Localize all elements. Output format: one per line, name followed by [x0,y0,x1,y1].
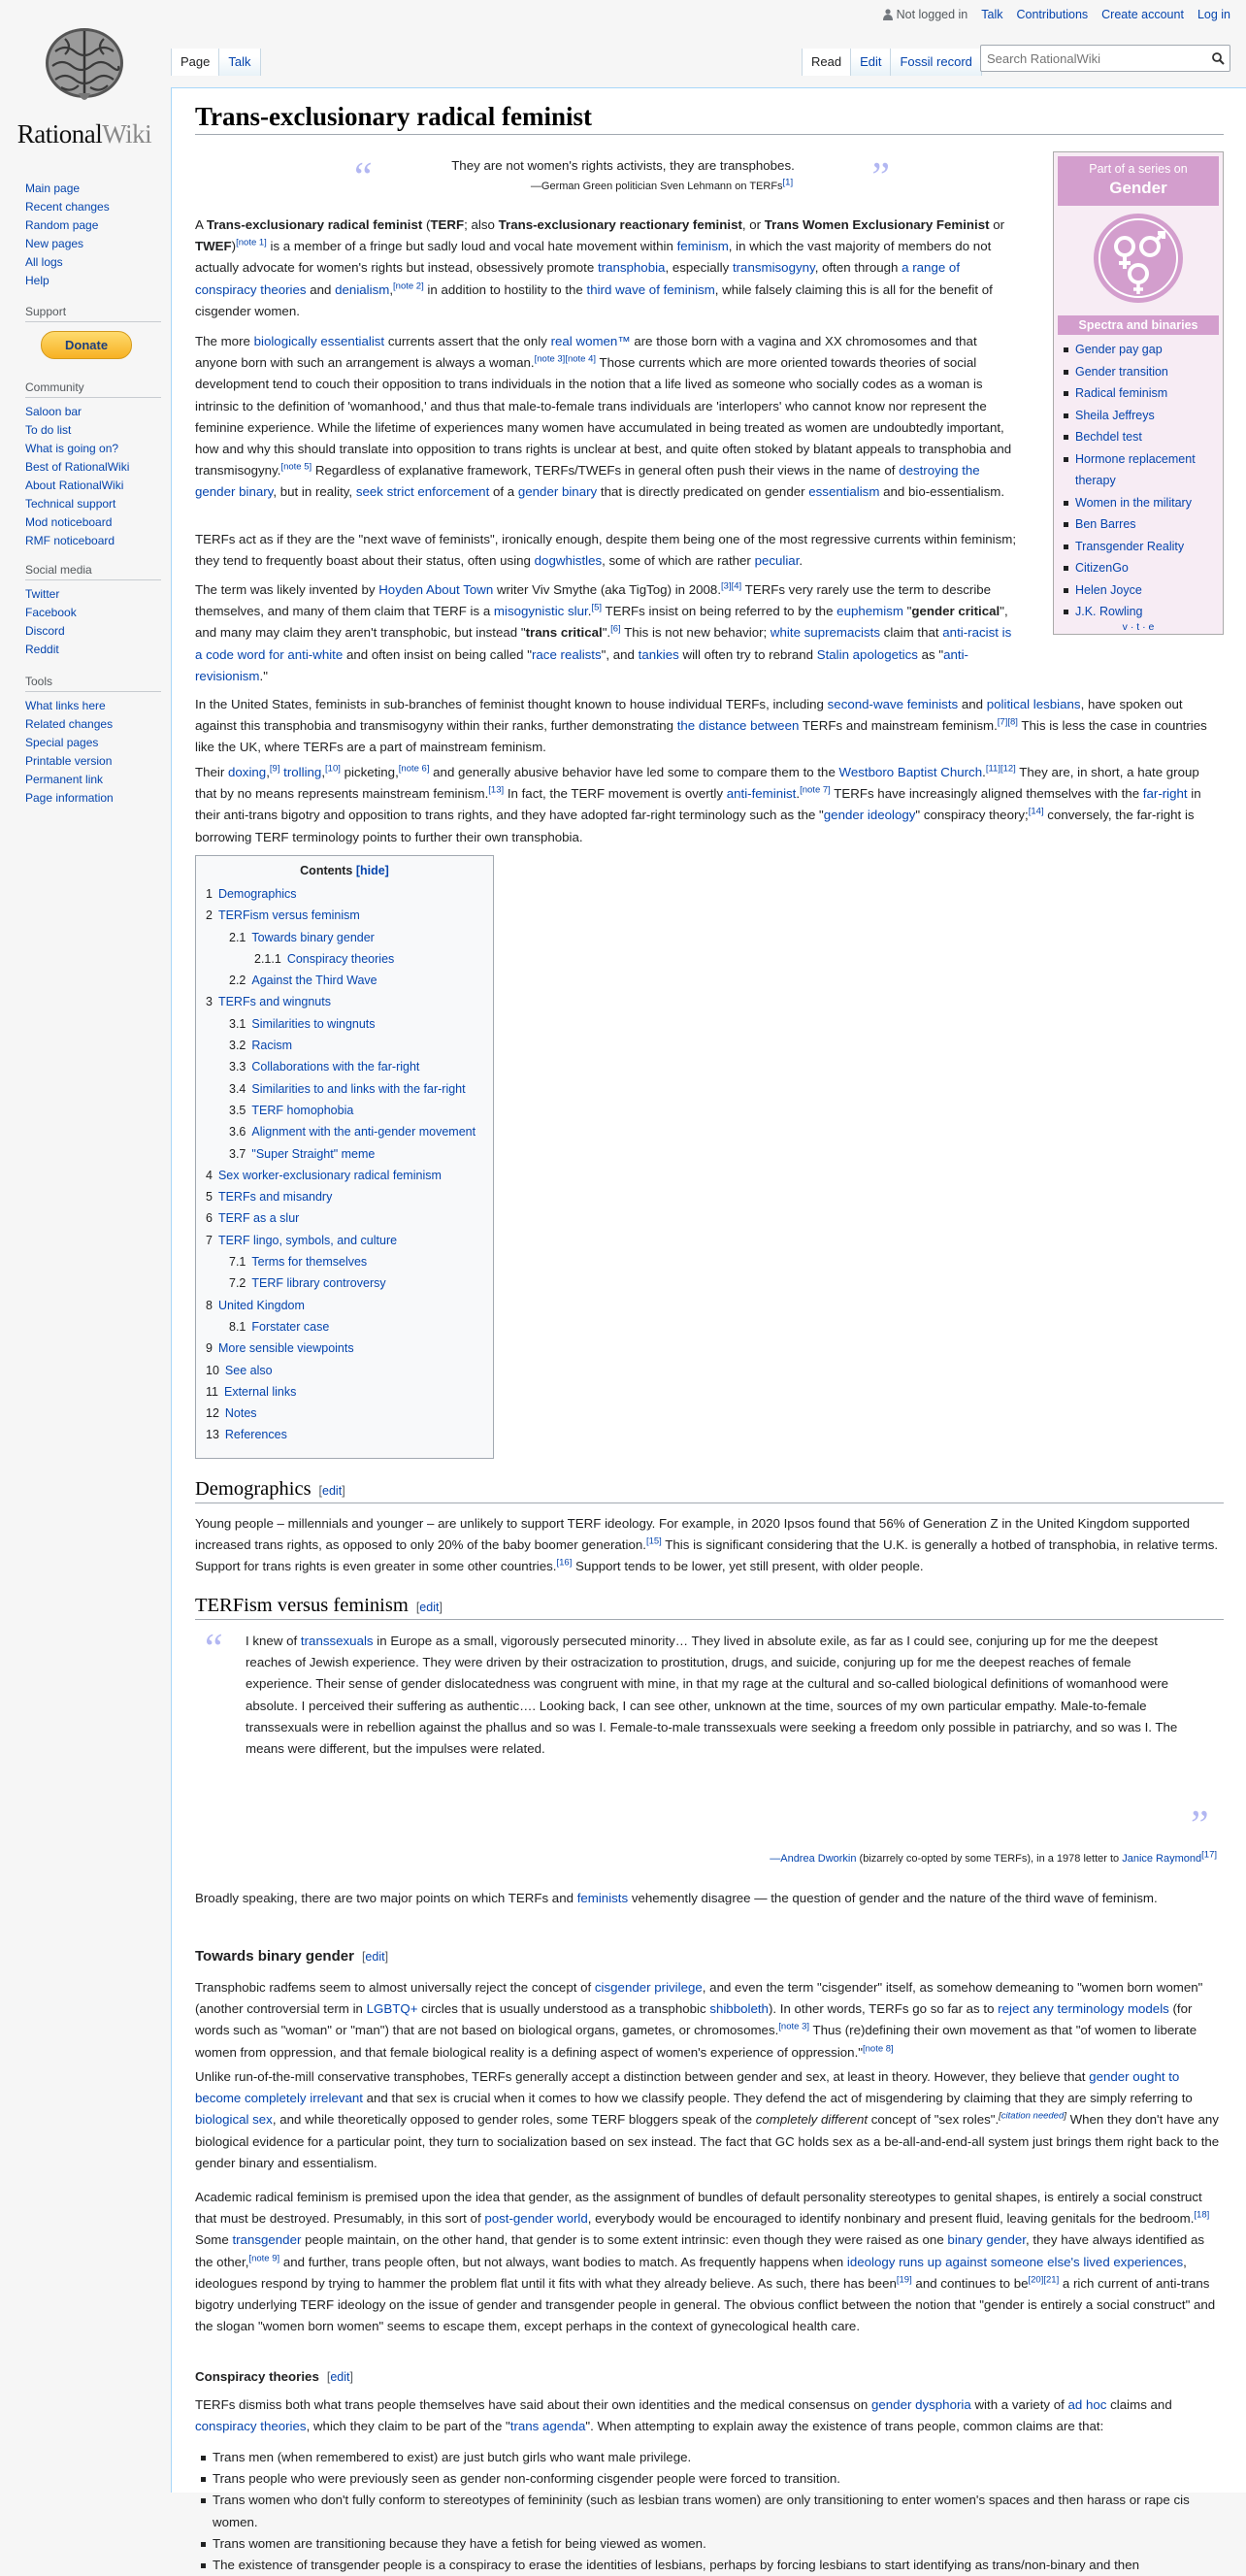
dworkin-quote-attribution: —Andrea Dworkin (bizarrely co-opted by some TERFs), in a 1978 letter to Janice Raymond[17] [770,1849,1217,1865]
series-header: Part of a series on Gender [1058,156,1219,206]
sidebox-subheader: Spectra and binaries [1058,315,1219,335]
list-item [1062,492,1219,514]
create-account-link[interactable]: Create account [1101,8,1184,21]
nav-about[interactable]: About RationalWiki [25,479,124,492]
tools-nav [25,675,171,808]
sidebox-link[interactable]: Bechdel test [1075,430,1142,444]
toc-item[interactable] [206,883,483,905]
content-area [171,87,1246,2573]
toc-link[interactable]: United Kingdom [217,1298,305,1312]
toc-item[interactable] [206,948,483,970]
toc-number: 4 [206,1168,213,1182]
paragraph-conspiracy: TERFs dismiss both what trans people themselves have said about their own identities and the medical consensus on gender dysphoria with a variety of ad hoc claims and conspiracy theories, which they claim to be part of the "trans agenda". When attempting to explain away the existence of trans people, common claims are that: [195,2397,1172,2434]
section-heading-terfism: TERFism versus feminism [edit] [195,1595,1224,1620]
page-title: Trans-exclusionary radical feminist [195,102,1224,135]
search-input[interactable] [981,47,1206,70]
toc-number: 2 [206,908,213,923]
list-item: Trans women who don't fully conform to stereotypes of femininity (such as lesbian trans women) are only transitioning to enter women's spaces and then harass or rape cis women. [195,2490,1224,2532]
nav-recent-changes[interactable]: Recent changes [25,200,110,214]
toc-number: 9 [206,1341,213,1356]
sidebox-link[interactable]: Ben Barres [1075,517,1136,531]
open-quote-icon: “ [205,1627,223,1671]
vte-links[interactable]: v · t · e [1122,620,1155,633]
list-item [1062,339,1219,361]
toc-item[interactable] [206,1295,483,1316]
close-quote-icon: ” [1191,1803,1209,1848]
nav-help[interactable]: Help [25,274,49,287]
toc-number: 3 [206,995,213,1009]
contributions-link[interactable]: Contributions [1016,8,1089,21]
toc-number: 3.7 [229,1146,246,1161]
toc-item[interactable] [206,1338,483,1359]
toc-link[interactable]: References [224,1428,287,1442]
list-item [1062,448,1219,492]
nav-all-logs[interactable]: All logs [25,255,63,269]
nav-main-page[interactable]: Main page [25,182,81,195]
toc-item[interactable] [206,1381,483,1403]
edit-section-link[interactable]: edit [365,1950,385,1964]
paragraph-next-wave: TERFs act as if they are the "next wave of feminists", ironically enough, despite them being one of the most regressive currents within feminism; they tend to frequently boast about their status, often using dogwhistles, some of which are rather peculiar. [195,532,1017,569]
support-nav [25,305,171,359]
toc-item[interactable] [206,1165,483,1186]
toc-link[interactable]: Notes [224,1406,257,1421]
toc-link[interactable]: TERF as a slur [217,1211,300,1226]
open-quote-icon: “ [354,155,373,200]
toc-item[interactable] [206,1056,483,1077]
list-item [1062,405,1219,427]
list-item [1062,426,1219,448]
nav-rmf-noticeboard[interactable]: RMF noticeboard [25,534,115,547]
toc-number: 7.1 [229,1255,246,1270]
toc-number: 13 [206,1428,219,1442]
series-topic-link[interactable]: Gender [1109,179,1167,197]
sidebox-link[interactable]: Radical feminism [1075,386,1168,400]
toc-item[interactable] [206,1272,483,1294]
user-icon [883,9,893,20]
toc-link[interactable]: Towards binary gender [251,930,375,944]
gender-symbols-icon [1092,212,1185,305]
toc-number: 3.1 [229,1016,246,1031]
nav-mod-noticeboard[interactable]: Mod noticeboard [25,515,113,529]
nav-printable-version[interactable]: Printable version [25,754,113,768]
nav-page-information[interactable]: Page information [25,791,114,805]
nav-facebook[interactable]: Facebook [25,606,77,619]
support-heading: Support [25,305,161,322]
toc-link[interactable]: Racism [251,1039,293,1053]
list-item [1062,601,1219,623]
dworkin-quote: I knew of transsexuals in Europe as a small, vigorously persecuted minority… They lived in absolute exile, as far as I could see, conjuring up for me the deepest reaches of Jewish experience. They were driven by their ostracization to prostitution, drugs, and suicide, conjuring up for me the deepest reaches of female experience. Their sense of gender dislocatedness was congruent with mine, in that my rage at the cultural and so-called biological definitions of womanhood were absolute. I perceived their suffering as authentic…. Looking back, I can see other, unknown at the time, sources of my own particular empathy. Male-to-female transsexuals were in rebellion against the phallus and so was I. Female-to-male transsexuals were seeking a freedom only possible in patriarchy, and so was I. The means were different, but the impulses were related. [246,1634,1178,1757]
paragraph-behavior: Their doxing,[9] trolling,[10] picketing,[note 6] and generally abusive behavior have led some to compare them to the Westboro Baptist Church.[11][12] They are, in short, a hate group that by no means represents mainstream feminism.[13] In fact, the TERF movement is overtly anti-feminist.[note 7] TERFs have increasingly aligned themselves with the far-right in their anti-trans bigotry and opposition to trans rights, and they have adopted far-right terminology such as the "gender ideology" conspiracy theory;[14] conversely, the far-right is borrowing TERF terminology points to further their own transphobia. [195,763,1201,844]
toc-link[interactable]: See also [224,1363,273,1377]
list-item [1062,382,1219,405]
paragraph-demographics: Young people – millennials and younger – are unlikely to support TERF ideology. For example, in 2020 Ipsos found that 56% of Generation Z in the United Kingdom supported increased trans rights, as opposed to only 20% of the baby boomer generation.[15] This is significant considering that the U.K. is generally a hotbed of transphobia, in relative terms. Support for trans rights is even greater in some other countries.[16] Support tends to be lower, yet still present, with older people. [195,1516,1219,1574]
sidebox-link[interactable]: J.K. Rowling [1075,605,1143,618]
toc-link[interactable]: TERF library controversy [251,1276,386,1291]
list-item [1062,536,1219,558]
view-tabs [802,49,982,76]
toc-number: 2.1.1 [254,951,281,966]
list-item [1062,361,1219,383]
nav-special-pages[interactable]: Special pages [25,736,99,749]
list-item: Trans women are transitioning because they have a fetish for being viewed as women. [195,2533,1224,2555]
toc-item[interactable] [206,1316,483,1338]
sidebox-link[interactable]: Gender pay gap [1075,343,1163,356]
toc-item[interactable] [206,1100,483,1121]
paragraph-academic: Academic radical feminism is premised upon the idea that gender, as the assignment of bundles of default personality stereotypes to genital shapes, is entirely a social construct that must be destroyed. Presumably, in this sort of post-gender world, everybody would be encouraged to identify nonbinary and present fluid, leaving genitals for the bedroom.[18] Some transgender people maintain, on the other hand, that gender is to some extent intrinsic: even though they were raised as one binary gender, they have always identified as the other,[note 9] and further, trans people often, but not always, want bodies to match. As frequently happens when ideology runs up against someone else's lived experiences, ideologues respond by trying to hammer the problem flat until it fits with what they already believe. As such, there has been[19] and continues to be[20][21] a rich current of anti-trans bigotry underlying TERF ideology on the issue of gender and transgender people in general. The obvious conflict between the notion that "gender is entirely a social construct" and the slogan "women born women" seems to escape them, except perhaps in the context of gynecological health care. [195,2190,1216,2334]
not-logged-in-text: Not logged in [896,8,968,21]
nav-saloon-bar[interactable]: Saloon bar [25,405,82,418]
toc-link[interactable]: TERFism versus feminism [217,908,360,923]
login-link[interactable]: Log in [1197,8,1230,21]
toc-link[interactable]: Against the Third Wave [251,974,377,988]
sidebox-link[interactable]: Women in the military [1075,495,1192,510]
list-item: The existence of transgender people is a conspiracy to erase the identities of lesbians, perhaps by forcing lesbians to start identifying as trans/non-binary and then [195,2555,1224,2576]
toc-link[interactable]: TERFs and misandry [217,1190,333,1205]
toc-link[interactable]: TERFs and wingnuts [217,995,331,1009]
toc-number: 6 [206,1211,213,1226]
toc-number: 12 [206,1406,219,1421]
nav-twitter[interactable]: Twitter [25,587,60,601]
toc-item[interactable] [206,1186,483,1207]
toc-number: 1 [206,887,213,901]
edit-section-link[interactable]: edit [322,1484,343,1498]
toc-link[interactable]: Terms for themselves [251,1255,368,1270]
sidebox-link[interactable]: Gender transition [1075,364,1168,379]
sidebox-link[interactable]: Hormone replacement therapy [1075,451,1196,487]
paragraph-biology: The more biologically essentialist currents assert that the only real women™ are those born with a vagina and XX chromosomes and that anyone born with such an arrangement is always a woman.[note 3][note 4] Those currents which are more oriented towards theories of social development tend to couch their opposition to trans individuals in the notion that a life lived as someone who socially codes as a woman is intrinsic to the definition of 'womanhood,' and thus that male-to-female trans individuals are 'interlopers' who cannot know nor represent the feminine experience. While the lifetime of experiences many women have accumulated in being treated as women are undoubtedly important, how and why this should translate into opposition to trans rights is unclear at best, and quite often stoked by blatant appeals to transphobia and transmisogyny.[note 5] Regardless of explanative framework, TERFs/TWEFs in general often push their views in the name of destroying the gender binary, but in reality, seek strict enforcement of a gender binary that is directly predicated on gender essentialism and bio-essentialism. [195,334,1012,500]
namespace-tabs [171,49,261,76]
lead-quote-attribution: —German Green politician Sven Lehmann on TERFs[1] [530,177,794,192]
community-nav [25,380,171,550]
nav-technical-support[interactable]: Technical support [25,497,116,511]
conspiracy-list [195,2447,1224,2576]
toc-item[interactable] [206,991,483,1012]
toc-number: 2.1 [229,930,246,944]
paragraph-intro: A Trans-exclusionary radical feminist (TERF; also Trans-exclusionary reactionary feminist, or Trans Women Exclusionary Feminist or TWEF)[note 1] is a member of a fringe but sadly loud and vocal hate movement within feminism, in which the vast majority of members do not actually advocate for women's rights but instead, obsessively promote transphobia, especially transmisogyny, often through a range of conspiracy theories and denialism,[note 2] in addition to hostility to the third wave of feminism, while falsely claiming this is all for the benefit of cisgender women. [195,217,1005,318]
toc-link[interactable]: TERF lingo, symbols, and culture [217,1233,398,1247]
nav-discord[interactable]: Discord [25,624,65,638]
toc-item[interactable] [206,1035,483,1056]
personal-tools [883,8,1230,21]
toc-item[interactable] [206,1360,483,1381]
ref-link[interactable]: [1] [782,177,794,188]
paragraph-two-points: Broadly speaking, there are two major points on which TERFs and feminists vehemently disagree — the question of gender and the nature of the third wave of feminism. [195,1891,1158,1905]
section-heading-demographics: Demographics [edit] [195,1478,1224,1503]
search-button[interactable] [1206,47,1230,70]
nav-random-page[interactable]: Random page [25,218,99,232]
section-heading-conspiracy: Conspiracy theories [edit] [195,2369,353,2384]
toc-item[interactable] [206,1424,483,1445]
toc-item[interactable] [206,1013,483,1035]
toc-link[interactable]: Similarities to and links with the far-right [251,1081,466,1096]
social-nav [25,563,171,659]
toc-number: 8.1 [229,1319,246,1334]
edit-section-link[interactable]: edit [419,1601,440,1614]
tab-fossil-record[interactable]: Fossil record [890,49,981,76]
toc-item[interactable] [206,1078,483,1100]
community-heading: Community [25,380,161,398]
toc-link[interactable]: Sex worker-exclusionary radical feminism [217,1168,442,1182]
toc-number: 5 [206,1190,213,1205]
list-item [1062,557,1219,579]
tab-edit[interactable]: Edit [850,49,890,76]
toc-link[interactable]: Forstater case [251,1319,330,1334]
sidebox-list [1062,339,1219,623]
toc-link[interactable]: External links [223,1384,297,1399]
list-item: Trans people who were previously seen as gender non-conforming cisgender people were forced to transition. [195,2468,1224,2490]
tab-read[interactable]: Read [802,49,850,76]
list-item [1062,579,1219,602]
toc-item[interactable] [206,1143,483,1165]
toc-number: 3.2 [229,1039,246,1053]
sidebox-link[interactable]: Sheila Jeffreys [1075,408,1155,422]
paragraph-radfems: Transphobic radfems seem to almost universally reject the concept of cisgender privilege, and even the term "cisgender" itself, as somehow demeaning to "women born women" (another controversial term in LGBTQ+ circles that is usually understood as a transphobic shibboleth). In other words, TERFs go so far as to reject any terminology models (for words such as "woman" or "man") that are not based on biological organs, gametes, or chromosomes.[note 3] Thus (re)defining their own movement as that "of women to liberate women from oppression, and that female biological reality is a defining aspect of women's experience of oppression."[note 8] [195,1980,1203,2060]
toc-number: 8 [206,1298,213,1312]
toc-number: 7.2 [229,1276,246,1291]
toc-title: Contents [hide] [300,864,389,877]
toc-item[interactable] [206,1207,483,1229]
toc-item[interactable] [206,1230,483,1251]
talk-link[interactable]: Talk [981,8,1003,21]
table-of-contents [195,855,494,1459]
paragraph-term: The term was likely invented by Hoyden About Town writer Viv Smythe (aka TigTog) in 2008.[3][4] TERFs very rarely use the term to describe themselves, and many of them claim that TERF is a misogynistic slur.[5] TERFs insist on being referred to by the euphemism "gender critical", and many may claim they aren't transphobic, but instead "trans critical".[6] This is not new behavior; white supremacists claim that anti-racist is a code word for anti-white and often insist on being called "race realists", and tankies will often try to rebrand Stalin apologetics as "anti-revisionism." [195,580,1012,683]
close-quote-icon: ” [871,155,890,200]
toc-number: 3.4 [229,1081,246,1096]
toc-item[interactable] [206,927,483,948]
nav-new-pages[interactable]: New pages [25,237,84,250]
list-item [1062,513,1219,536]
donate-button[interactable]: Donate [41,331,132,359]
nav-to-do-list[interactable]: To do list [25,423,72,437]
toc-link[interactable]: TERF homophobia [251,1103,354,1117]
paragraph-us: In the United States, feminists in sub-branches of feminist thought known to house individual TERFs, including second-wave feminists and political lesbians, have spoken out against this transphobia and transmisogyny within their ranks, further demonstrating the distance between TERFs and mainstream feminism.[7][8] This is less the case in countries like the UK, where TERFs are a part of mainstream feminism. [195,697,1207,755]
nav-permanent-link[interactable]: Permanent link [25,773,104,786]
toc-number: 3.3 [229,1060,246,1074]
toc-link[interactable]: More sensible viewpoints [217,1341,354,1356]
sidebox-link[interactable]: CitizenGo [1075,561,1129,575]
logo-text: RationalWiki [16,119,152,149]
toc-item[interactable] [206,970,483,991]
search-icon [1212,52,1225,65]
toc-hide-link[interactable]: [hide] [355,864,389,877]
search-box [980,45,1230,72]
series-sidebox [1053,151,1224,635]
list-item: Trans men (when remembered to exist) are just butch girls who want male privilege. [195,2447,1224,2468]
brain-logo-icon [36,17,133,115]
edit-section-link[interactable]: edit [330,2370,350,2384]
toc-item[interactable] [206,1121,483,1142]
toc-number: 10 [206,1363,219,1377]
sidebox-link[interactable]: Helen Joyce [1075,582,1142,597]
tab-page[interactable]: Page [171,49,218,76]
lead-quote-text: They are not women's rights activists, they are transphobes. [451,158,795,173]
gender-symbol [1058,212,1219,310]
toc-link[interactable]: Demographics [217,887,297,901]
social-heading: Social media [25,563,161,580]
paragraph-unlike: Unlike run-of-the-mill conservative transphobes, TERFs generally accept a distinction between gender and sex, at least in theory. However, they believe that gender ought to become completely irrelevant and that sex is crucial when it comes to how we classify people. They defend the act of misgendering by claiming that they are simply referring to biological sex, and while theoretically opposed to gender roles, some TERF bloggers speak of the completely different concept of "sex roles".[citation needed] When they don't have any biological evidence for a particular point, they turn to socialization based on sex instead. The fact that GC holds sex as a be-all-and-end-all system just brings them right back to the gender binary and essentialism. [195,2069,1220,2170]
toc-number: 11 [206,1384,218,1399]
toc-number: 2.2 [229,974,246,988]
tools-heading: Tools [25,675,161,692]
nav-related-changes[interactable]: Related changes [25,717,114,731]
toc-number: 3.6 [229,1125,246,1139]
toc-item[interactable] [206,1251,483,1272]
toc-link[interactable]: "Super Straight" meme [251,1146,376,1161]
nav-reddit[interactable]: Reddit [25,643,59,656]
nav-what-links-here[interactable]: What links here [25,699,106,712]
toc-item[interactable] [206,905,483,926]
not-logged-in [883,8,968,21]
site-logo[interactable] [12,17,157,149]
tab-talk[interactable]: Talk [218,49,260,76]
main-nav [25,180,171,290]
section-heading-binary: Towards binary gender [edit] [195,1948,389,1965]
toc-number: 3.5 [229,1103,246,1117]
toc-link[interactable]: Alignment with the anti-gender movement [251,1125,476,1139]
nav-best-of[interactable]: Best of RationalWiki [25,460,130,474]
toc-link[interactable]: Similarities to wingnuts [251,1016,376,1031]
toc-list [206,883,483,1446]
toc-link[interactable]: Collaborations with the far-right [251,1060,420,1074]
sidebox-link[interactable]: Transgender Reality [1075,539,1185,553]
lead-quote [354,155,890,200]
toc-number: 7 [206,1233,213,1247]
nav-what-is-going-on[interactable]: What is going on? [25,442,119,455]
toc-item[interactable] [206,1403,483,1424]
toc-link[interactable]: Conspiracy theories [286,951,395,966]
